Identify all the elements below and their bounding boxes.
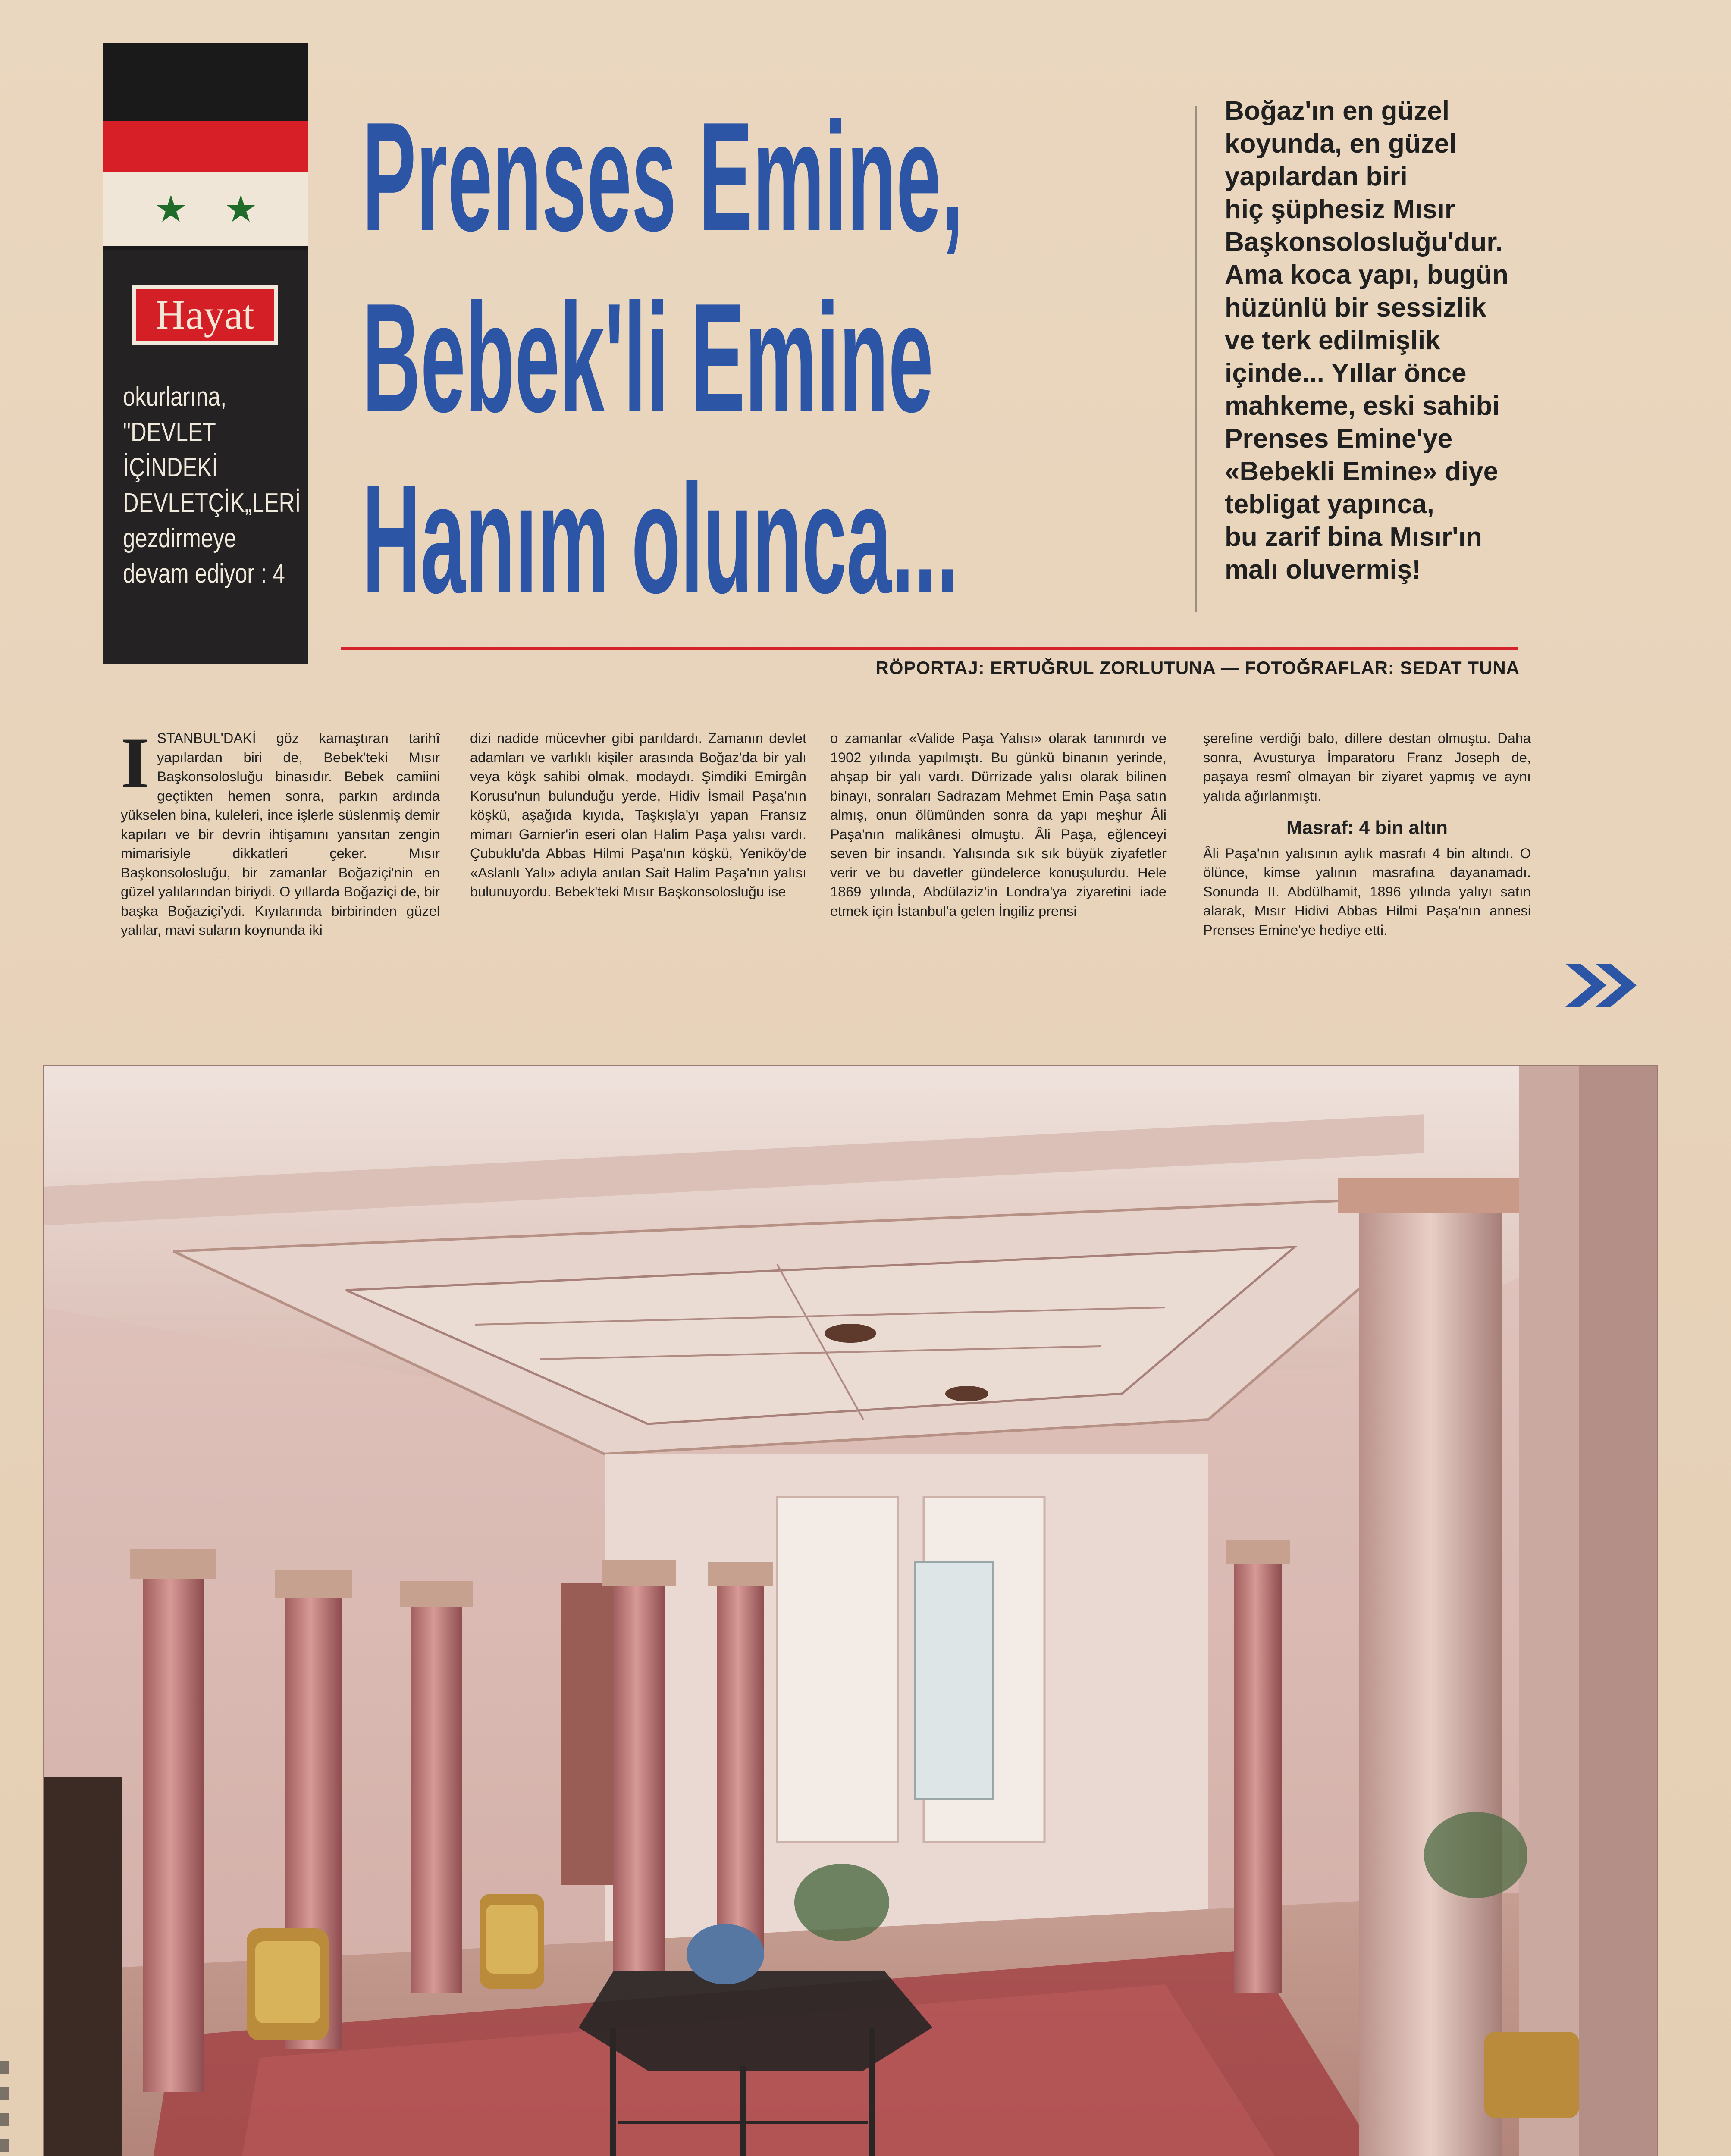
- article-column-3: [830, 729, 1167, 921]
- drop-cap: I: [121, 722, 150, 803]
- article-text: şerefine verdiği balo, dillere destan olmuştu. Daha sonra, Avusturya İmparatoru Franz Joseph de, paşaya resmî olmayan bir ziyaret yapmış ve aynı yalıda ağırlanmıştı.: [1203, 730, 1531, 804]
- article-text: STANBUL'DAKİ göz kamaştıran tarihî yapılardan biri de, Bebek'teki Mısır Başkonsolosluğu binasıdır. Bebek camiini geçtikten hemen sonra, parkın ardında yükselen bina, kuleleri, ince işlerle süslenmiş demir kapıları ve bir devrin ihtişamını yansıtan zengin mimarisiyle dikkatleri çeker. Mısır Başkonsolosluğu, bir zamanlar Boğaziçi'nin en güzel yalılarından biriydi. O yıllarda Boğaziçi de, bir başka Boğaziçi'ydi. Kıyılarında birbirinden güzel yalılar, mavi suların koynunda iki: [121, 730, 440, 938]
- series-sidebar: [103, 250, 308, 664]
- standfirst-line: bu zarif bina Mısır'ın: [1225, 522, 1482, 552]
- standfirst-line: Ama koca yapı, bugün: [1225, 260, 1509, 290]
- standfirst-line: Boğaz'ın en güzel: [1225, 96, 1450, 126]
- star-icon: ★: [224, 188, 258, 231]
- article-text: Âli Paşa'nın yalısının aylık masrafı 4 bin altındı. O ölünce, kimse yalının masrafına dayanamadı. Sonunda II. Abdülhamit, 1896 yılında yalıyı satın alarak, Mısır Hidivi Abbas Hilmi Paşa'nın annesi Prenses Emine'ye hediye etti.: [1203, 845, 1531, 938]
- section-subhead: Masraf: 4 bin altın: [1286, 817, 1448, 838]
- article-column-2: [470, 729, 806, 902]
- series-line: "DEVLET: [123, 417, 216, 447]
- column-divider: [1195, 106, 1197, 612]
- article-text: o zamanlar «Valide Paşa Yalısı» olarak tanınırdı ve 1902 yılında yapılmıştı. Bu günkü binanın yerinde, ahşap bir yalı vardı. Dürrizade yalısı olarak bilinen binayı, sonraları Sadrazam Mehmet Emin Paşa satın almış, onun ölümünden sonra da yapı meşhur Âli Paşa'nın malikânesi olmuştu. Âli Paşa, eğlenceyi seven bir insandı. Yalısında sık sık büyük ziyafetler verir ve bu davetler gündelerce konuşulurdu. Hele 1869 yılında, Abdülaziz'in Londra'ya ziyaretini iade etmek için İstanbul'a gelen İngiliz prensi: [830, 730, 1167, 919]
- series-line: okurlarına,: [123, 382, 227, 412]
- article-text: dizi nadide mücevher gibi parıldardı. Zamanın devlet adamları ve varlıklı kişiler arasında Boğaz'da bir yalı veya köşk sahibi olmak, modaydı. Şimdiki Emirgân Korusu'nun bulunduğu yerde, Hidiv İsmail Paşa'nın köşkü, aşağıda kıyıda, Taşkışla'yı yapan Fransız mimarı Garnier'in eseri olan Halim Paşa yalısı vardı. Çubuklu'da Abbas Hilmi Paşa'nın köşkü, Yeniköy'de «Aslanlı Yalı» adıyla anılan Sait Halim Paşa'nın yalısı bulunuyordu. Bebek'teki Mısır Başkonsolosluğu ise: [470, 730, 806, 899]
- standfirst-line: ve terk edilmişlik: [1225, 326, 1440, 355]
- star-icon: ★: [154, 188, 188, 231]
- series-line: devam ediyor : 4: [123, 559, 285, 589]
- series-line: DEVLETÇİK„LERİ: [123, 488, 301, 518]
- headline-line: Bebek'li Emine: [362, 271, 934, 445]
- standfirst-line: mahkeme, eski sahibi: [1225, 391, 1500, 421]
- standfirst-line: Prenses Emine'ye: [1225, 424, 1453, 454]
- standfirst-line: hiç şüphesiz Mısır: [1225, 194, 1455, 224]
- standfirst-line: hüzünlü bir sessizlik: [1225, 293, 1486, 323]
- headline-line: Hanım olunca...: [362, 452, 959, 626]
- scan-edge-marks: [0, 2061, 9, 2156]
- series-line: İÇİNDEKİ: [123, 453, 218, 483]
- series-intro: [123, 379, 301, 592]
- headline-line: Prenses Emine,: [362, 90, 964, 263]
- standfirst-line: koyunda, en güzel: [1225, 129, 1457, 159]
- standfirst-line: «Bebekli Emine» diye: [1225, 457, 1499, 486]
- headline: [362, 86, 964, 630]
- double-chevron-right-icon: [1561, 959, 1643, 1011]
- hayat-logo: [132, 285, 278, 345]
- article-column-1: [121, 722, 440, 940]
- flag-white-band: [103, 172, 308, 246]
- standfirst-line: içinde... Yıllar önce: [1225, 358, 1467, 388]
- standfirst-line: Başkonsolosluğu'dur.: [1225, 227, 1503, 257]
- interior-photo: [43, 1065, 1658, 2156]
- article-column-4: [1203, 729, 1531, 940]
- series-line: gezdirmeye: [123, 523, 236, 553]
- red-rule: [341, 647, 1518, 650]
- flag-red-band: [103, 121, 308, 172]
- show-through-text: [1596, 103, 1725, 405]
- flag-black-band: [103, 43, 308, 121]
- standfirst-line: tebligat yapınca,: [1225, 489, 1434, 519]
- flag-graphic: [103, 43, 308, 276]
- standfirst-line: malı oluvermiş!: [1225, 555, 1421, 585]
- byline-credit: RÖPORTAJ: ERTUĞRUL ZORLUTUNA — FOTOĞRAFLAR: SEDAT TUNA: [875, 658, 1520, 678]
- hayat-logo-text: Hayat: [136, 289, 274, 341]
- standfirst: [1225, 95, 1561, 586]
- standfirst-line: yapılardan biri: [1225, 162, 1408, 191]
